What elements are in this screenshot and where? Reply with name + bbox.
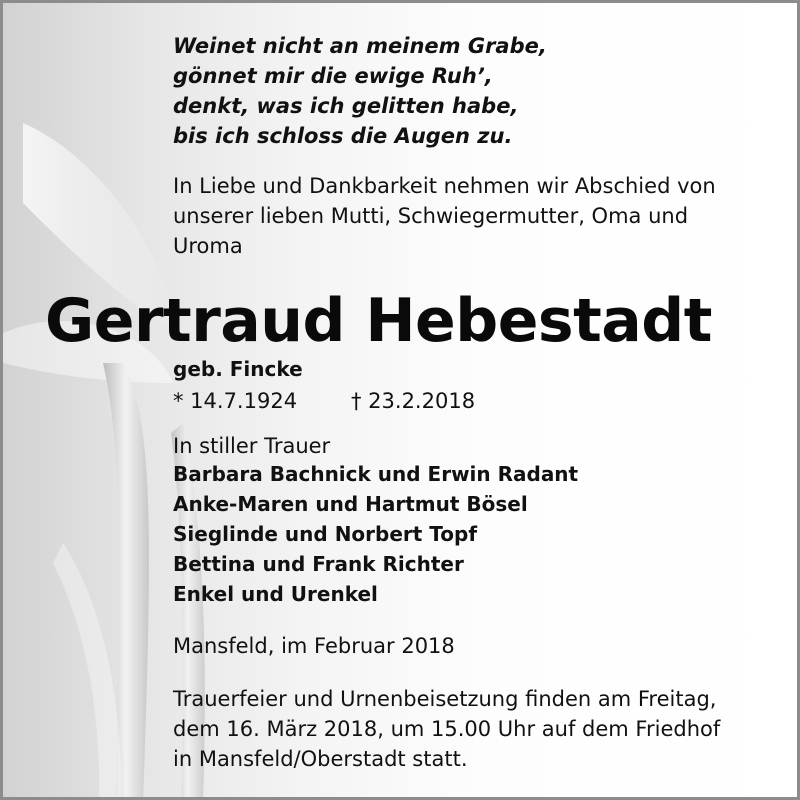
- life-dates: [173, 387, 476, 415]
- mourning-label: In stiller Trauer: [173, 434, 331, 458]
- farewell-intro: [173, 171, 716, 261]
- poem-line: bis ich schloss die Augen zu.: [173, 124, 513, 148]
- intro-line: Uroma: [173, 234, 243, 258]
- deceased-name: Gertraud Hebestadt: [45, 286, 712, 356]
- death-date: † 23.2.2018: [351, 389, 476, 413]
- mourner-entry: Sieglinde und Norbert Topf: [173, 522, 478, 546]
- poem-line: Weinet nicht an meinem Grabe,: [173, 34, 547, 58]
- mourners-list: [173, 459, 578, 609]
- intro-line: In Liebe und Dankbarkeit nehmen wir Abschied von: [173, 174, 716, 198]
- mourner-entry: Anke-Maren und Hartmut Bösel: [173, 492, 528, 516]
- ceremony-line: dem 16. März 2018, um 15.00 Uhr auf dem Friedhof: [173, 717, 721, 741]
- birth-date: * 14.7.1924: [173, 389, 298, 413]
- ceremony-line: in Mansfeld/Oberstadt statt.: [173, 747, 468, 771]
- mourner-entry: Bettina und Frank Richter: [173, 552, 464, 576]
- intro-line: unserer lieben Mutti, Schwiegermutter, Oma und: [173, 204, 689, 228]
- poem-line: denkt, was ich gelitten habe,: [173, 94, 519, 118]
- mourner-entry: Enkel und Urenkel: [173, 582, 378, 606]
- mourner-entry: Barbara Bachnick und Erwin Radant: [173, 462, 579, 486]
- ceremony-info: [173, 684, 720, 774]
- place-and-date: Mansfeld, im Februar 2018: [173, 634, 455, 658]
- ceremony-line: Trauerfeier und Urnenbeisetzung finden am Freitag,: [173, 687, 717, 711]
- memorial-poem: [173, 31, 547, 151]
- birth-name: geb. Fincke: [173, 357, 303, 381]
- poem-line: gönnet mir die ewige Ruh’,: [173, 64, 493, 88]
